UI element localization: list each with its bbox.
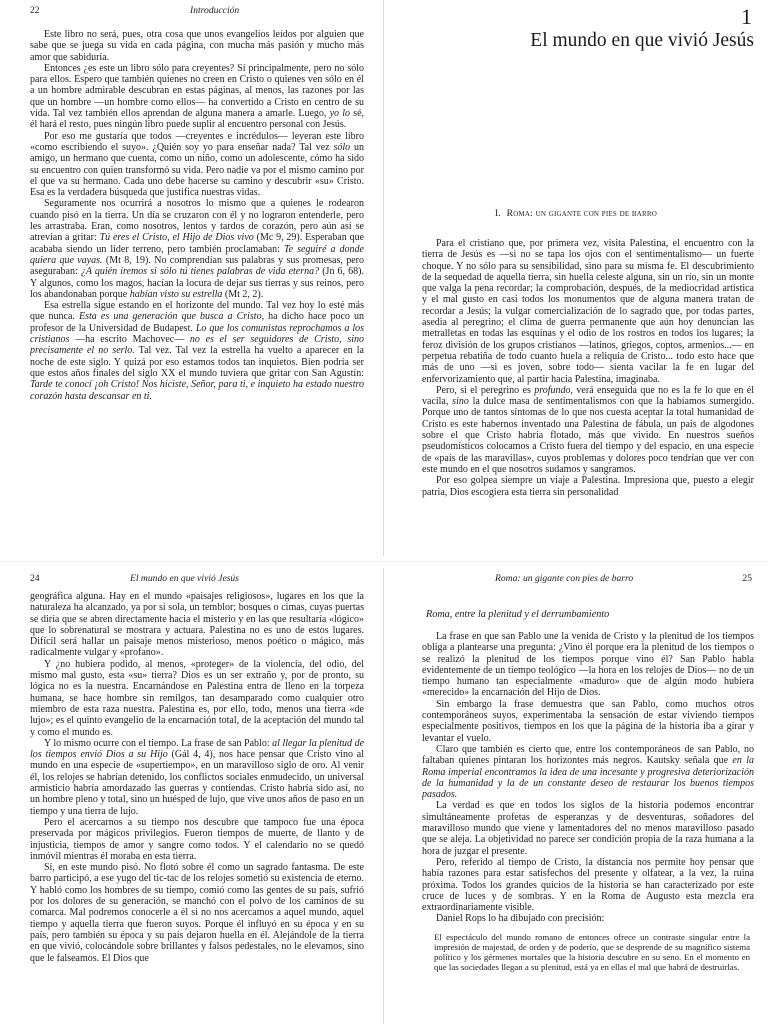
italic-text-run: Te seguiré a donde quiera que vayas. (30, 243, 364, 266)
chapter-title: El mundo en que vivió Jesús (530, 30, 754, 51)
text-run: Y ¿no hubiera podido, al menos, «proteger» de la violencia, del odio, del mismo mal gusto, esta «su» tierra? Dios es un ser extraño y, por de pronto, su lógica no es la nuestra. Encarnándose en Palestina entra de lleno en la torpeza humana, se hace hombre sin remilgos, tan desamparado como cualquier otro miembro de esta raza nuestra. Palestina es, por ello, todo, menos una tierra «de lujo»; es el quinto evangelio de la encarnación total, de la aceptación del mundo tal y como el mundo es. (30, 658, 364, 738)
paragraph (30, 29, 364, 63)
chapter-number: 1 (741, 4, 752, 29)
page-gutter (383, 568, 384, 1024)
page-gutter (383, 0, 384, 556)
text-run: (Mt 8, 19). No comprendían sus palabras y sus promesas, pero aseguraban: (30, 254, 364, 278)
italic-text-run: Tú eres el Cristo, el Hijo de Dios vivo (99, 232, 254, 244)
text-run: Sí, en este mundo pisó. No flotó sobre él como un sagrado fantasma. De este barro participó, a ese yugo del tic-tac de los relojes sometió su existencia de eterno. Y habló como los hombres de su tiempo, comió como las gentes de su país, sufrió por los dolores de su generación, se manchó con el polvo de los caminos de su comarca. Mal podremos conocerle a él si no nos acercamos a aquel mundo, aquel tiempo y aquella tierra que fueron suyos. Porque él influyó en su época y en su país, pero también su época y su país dejaron huella en él. Alejándole de la tierra en que vivió, colocándole sobre brillantes y falsos pedestales, no le elevamos, sino que le falseamos. El Dios que (30, 862, 364, 964)
text-run: Pero el acercarnos a su tiempo nos descubre que tampoco fue una época preservada por mágicos privilegios. Fueron tiempos de muerte, de llanto y de injusticia, tiempos de amor y sangre como todos. Y el calendario no se quedó inmóvil mientras él moraba en esta tierra. (30, 816, 364, 862)
text-run: Seguramente nos ocurrirá a nosotros lo mismo que a quienes le rodearon cuando pisó en la tierra. Un día se cruzaron con él y no lograron entenderle, pero les arrastraba. Eran, como nosotros, lentos y tardos de corazón, pero aún así se atrevían a gritar: (30, 198, 364, 244)
text-run: (Mc 9, 29). Esperaban que acababa siendo un líder terreno, pero también proclamaban: (30, 232, 364, 255)
page-number: 25 (742, 573, 752, 584)
paragraph (30, 659, 364, 738)
text-run: La verdad es que en todos los siglos de la historia podemos encontrar simultáneamente profetas de esperanzas y de desventuras, soñadores del maravilloso mundo que viene y lamentadores del no menos maravilloso pasado que se aleja. La objetividad no parece ser condición propia de la raza humana a la hora de juzgar el presente. (422, 800, 754, 857)
paragraph (30, 817, 364, 862)
page-number: 22 (30, 5, 40, 16)
italic-text-run: en la Roma imperial encontramos la idea de una incesante y progresiva deteriorización de la humanidad y la de un constante deseo de restaurar los buenos tiempos pasados. (422, 755, 754, 801)
chapter-opening-page (422, 3, 754, 559)
page-24 (30, 571, 364, 1024)
paragraph (422, 238, 754, 385)
paragraph-group (422, 631, 754, 925)
text-run: Daniel Rops lo ha dibujado con precisión: (436, 913, 605, 925)
italic-text-run: Esta es una generación que busca a Cristo, (79, 311, 265, 323)
text-run: Claro que también es cierto que, entre los contemporáneos de san Pablo, no faltaban quienes pintaran los horizontes más negros. Kautsky señala que (422, 743, 754, 767)
running-head-title: Introducción (190, 5, 240, 16)
italic-text-run: habían visto su estrella (129, 288, 223, 300)
italic-text-run: sino (452, 396, 469, 408)
text-run: Por eso me gustaría que todos —creyentes e incrédulos— leyeran este libro «como escribiendo el suyo». ¿Quién soy yo para enseñar nada? Tal vez (30, 130, 364, 153)
paragraph (30, 300, 364, 402)
paragraph (422, 744, 754, 800)
text-run: —ha escrito Machovec— (69, 334, 190, 346)
scan-row-divider (0, 561, 768, 562)
paragraph (422, 800, 754, 856)
text-run: Esa estrella sigue estando en el horizonte del mundo. Tal vez hoy lo esté más que nunca. (30, 300, 364, 323)
text-run: geográfica alguna. Hay en el mundo «paisajes religiosos», lugares en los que la naturaleza ha alcanzado, ya por sí sola, un temblor; bosques o cimas, cuyas puertas se diría que se abren directamente hacia el misterio y en las que resultaría «lógico» que lo sobrenatural se mostrara y actuara. Palestina no es uno de estos lugares. Difícil será hallar un paisaje menos misterioso, menos poético o mágico, más radicalmente vulgar y «profano». (30, 591, 364, 659)
text-run: (Gál 4, 4), nos hace pensar que Cristo vino al mundo en una especie de «supertiempo», en un maravilloso siglo de oro. Al venir él, los relojes se habrían detenido, los conflictos sociales enmudecido, un universal armisticio habría amordazado las guerras y contiendas. Cristo habría sido así, no un hombre pleno y total, sino un huésped de lujo, que vive unos años de paso en un tiempo y una tierra de lujo. (30, 749, 364, 817)
paragraph (30, 63, 364, 131)
section-subheading: Roma, entre la plenitud y el derrumbamiento (426, 609, 610, 620)
running-head-title: Roma: un gigante con pies de barro (495, 573, 634, 584)
page-25 (422, 571, 754, 1024)
page-body (30, 29, 364, 402)
italic-text-run: sólo (333, 141, 351, 153)
running-header (30, 573, 364, 587)
paragraph (30, 591, 364, 659)
paragraph (422, 913, 754, 924)
paragraph (30, 738, 364, 817)
section-number: I. (495, 208, 501, 219)
italic-text-run: ¿A quién iremos si sólo tú tienes palabras de vida eterna? (80, 266, 320, 278)
text-run: Por eso golpea siempre un viaje a Palestina. Impresiona que, puesto a elegir patria, Dios escogiera esta tierra sin personalidad (422, 475, 754, 498)
running-header (30, 5, 364, 19)
section-title: Roma: un gigante con pies de barro (506, 208, 658, 219)
paragraph (30, 131, 364, 199)
paragraph (30, 862, 364, 964)
paragraph (422, 385, 754, 475)
text-run: La frase en que san Pablo une la venida de Cristo y la plenitud de los tiempos obliga a plantearse una pregunta: ¿Vino él porque era la plenitud de los tiempos o se realizó la plenitud de los tiempos porque vino él? San Pablo habla evidentemente de un tiempo teológico —la hora en los relojes de Dios— no de un tiempo humano tan especialmente «maduro» que de algún modo hubiera «merecido» la encarnación del Hijo de Dios. (422, 631, 754, 699)
text-run: (Mt 2, 2). (222, 288, 264, 300)
italic-text-run: Lo que los comunistas reprochamos a los cristianos (30, 322, 364, 346)
text-run: ha dicho hace poco un profesor de la Universidad de Budapest. (30, 311, 364, 334)
text-run: Entonces ¿es este un libro sólo para creyentes? Sí principalmente, pero no sólo para ellos. Espero que también quienes no creen en Cristo o quienes ven sólo en él a un hombre admirable descubran en estas páginas, al menos, las razones por las que un hombre —un hombre como ellos— ha convertido a Cristo en centro de su vida. Tal vez también ellos aprendan de alguna manera a amarle. Luego, (30, 62, 364, 120)
text-run: Pero, referido al tiempo de Cristo, la distancia nos permite hoy pensar que había razones para estar satisfechos del presente y olfatear, a la vez, la ruina próxima. Todos los grandes quicios de la historia se han caracterizado por este cruce de luces y de sombras. Y en la Roma de Augusto esta mezcla era extraordinariamente visible. (422, 856, 754, 914)
text-run: Para el cristiano que, por primera vez, visita Palestina, el encuentro con la tierra de Jesús es —si no se tapa los ojos con el sentimentalismo— un fuerte choque. Y no sólo para su sensibilidad, sino para su misma fe. El descubrimiento de la sequedad de aquella tierra, sin huella celeste alguna, sin un río, sin un monte que valga la pena recordar; la comprobación, después, de la mediocridad artística y el mal gusto en casi todos los monumentos que de alguna manera tratan de recordar a Jesús; la vulgar comercialización de lo sagrado que, por todas partes, asedia al peregrino; el clima de guerra permanente que aún hoy denuncian las metralletas en todas las esquinas y el odio de los rostros en todos los lugares; la feroz división de los grupos cristianos —latinos, griegos, coptos, armenios...— en perpetua rebatiña de todo cuanto huela a reliquia de Cristo... todo esto hace que más de uno —si es joven, sobre todo— sienta vacilar la fe en lugar del enfervorizamiento que, al partir hacia Palestina, imaginaba. (422, 238, 754, 385)
running-head-title: El mundo en que vivió Jesús (130, 573, 239, 584)
text-run: (Jn 6, 68). Y algunos, como los magos, hacían la locura de dejar sus tierras y sus reinos, pero los abandonaban porque (30, 266, 364, 300)
text-run: sé, él hará el resto, pues ningún libro puede suplir al encuentro personal con Jesús. (30, 108, 364, 131)
italic-text-run: yo lo (329, 108, 350, 120)
paragraph (422, 857, 754, 913)
page-22 (30, 3, 364, 555)
italic-text-run: no es el ser seguidores de Cristo, sino precisamente el no serlo. (30, 334, 364, 357)
page-body (422, 238, 754, 498)
paragraph (422, 475, 754, 498)
italic-text-run: Tarde te conocí ¡oh Cristo! Nos hiciste, Señor, para ti, e inquieto ha estado nuestro corazón hasta descansar en ti. (30, 379, 364, 402)
block-quote: El espectáculo del mundo romano de entonces ofrece un contraste singular entre la impresión de majestad, de orden y de poderío, que se desprende de su magnífico sistema político y los gérmenes mortales que la historia descubre en su seno. En el momento en que las sociedades llegan a su plenitud, está ya en ellas el mal que habrá de destruirlas. (434, 931, 750, 972)
text-run: Y lo mismo ocurre con el tiempo. La frase de san Pablo: (44, 737, 273, 749)
section-heading (495, 208, 657, 219)
text-run: la dulce masa de sentimentalismos con que la habíamos sumergido. Porque uno de tantos síntomas de lo que nos cuesta aceptar la total humanidad de Cristo es este habernos inventado una Palestina de fábula, un país de algodones sobre el que Cristo habría flotado, más que vivido. En nuestros sueños pseudomísticos colocamos a Cristo fuera del tiempo y del espacio, en una especie de «país de las maravillas», cuyos problemas y dolores poco tendrían que ver con este mundo en el que nosotros sudamos y sangramos. (422, 396, 754, 475)
text-run: , verá enseguida que no es la fe lo que en él vacila, (422, 384, 754, 408)
paragraph (422, 631, 754, 699)
text-run: Este libro no será, pues, otra cosa que unos evangelios leídos por alguien que sabe que se juega su vida en cada página, con mucha más pasión y mucho más amor que sabiduría. (30, 29, 364, 63)
text-run: Pero, si el peregrino es (436, 384, 535, 396)
italic-text-run: profundo (534, 384, 571, 396)
paragraph (30, 198, 364, 300)
text-run: Tal vez. Tal vez la estrella ha vuelto a aparecer en la noche de este siglo. Y quizá por eso estamos todos tan inquietos. Bien podría ser que estos años finales del siglo XX el mundo tuviera que gritar con San Agustín: (30, 345, 364, 379)
paragraph (422, 699, 754, 744)
text-run: Sin embargo la frase demuestra que san Pablo, como muchos otros contemporáneos suyos, experimentaba la sensación de estar viviendo tiempos especialmente positivos, tiempos en los que la página de la historia iba a girar y levantar el vuelo. (422, 698, 754, 744)
italic-text-run: al llegar la plenitud de los tiempos envió Dios a su Hijo (30, 737, 364, 761)
text-run: un amigo, un hermano que cuenta, como un niño, como un adolescente, cómo ha sido su encuentro con quien transformó su vida. Pero nadie va por el mismo camino por el que va su hermano. Cada uno debe hacerse su camino y descubrir «su» Cristo. Esa es la verdadera búsqueda que justifica nuestras vidas. (30, 141, 364, 199)
page-number: 24 (30, 573, 40, 584)
page-body (422, 631, 754, 972)
page-body (30, 591, 364, 964)
running-header (422, 573, 754, 587)
